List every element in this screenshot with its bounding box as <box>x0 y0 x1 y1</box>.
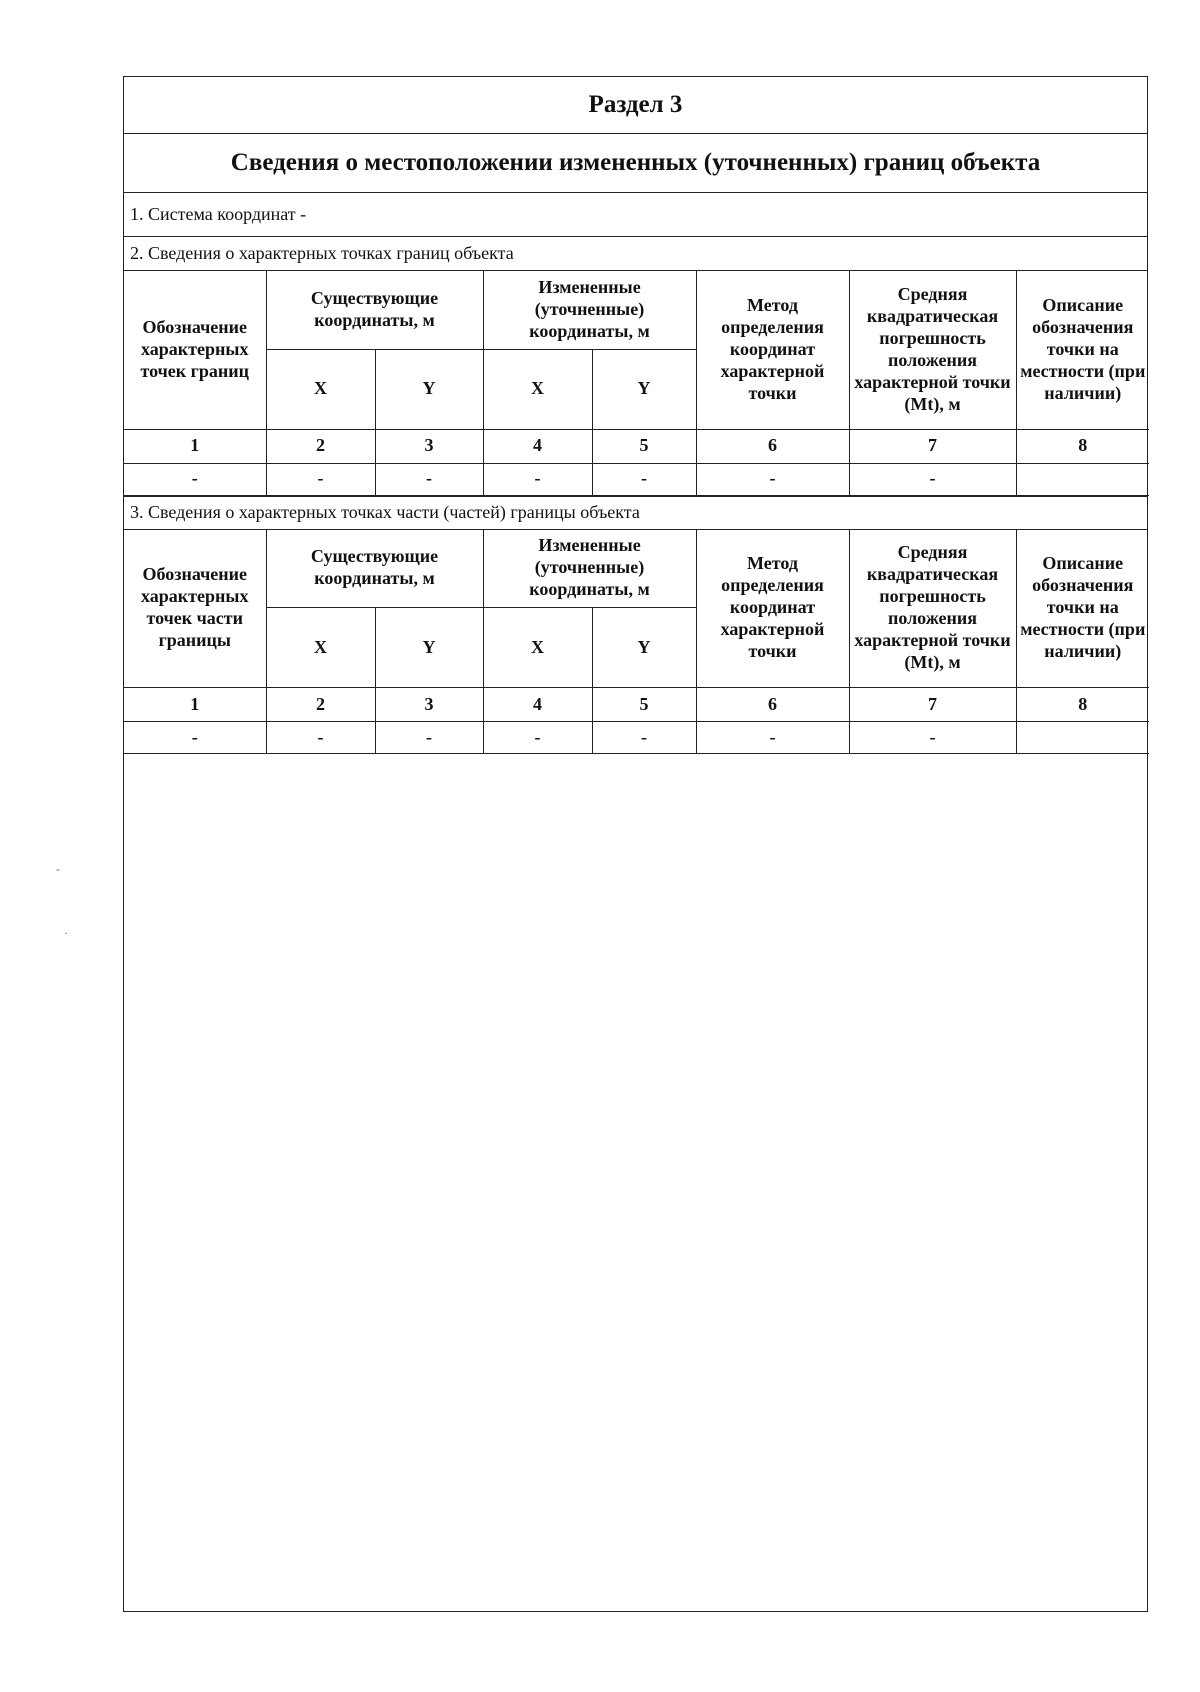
column-numbers-row <box>124 429 1149 463</box>
table-cell: - <box>124 463 266 495</box>
header-method: Метод определения координат характерной точки <box>696 530 849 688</box>
header-existing-coords: Существующие координаты, м <box>266 530 483 608</box>
column-number: 3 <box>375 688 483 722</box>
table-cell: - <box>696 722 849 754</box>
table2-heading: 3. Сведения о характерных точках части (частей) границы объекта <box>124 496 1147 530</box>
header-x: X <box>266 349 375 429</box>
section-title: Раздел 3 <box>124 77 1147 134</box>
table-cell: - <box>124 722 266 754</box>
column-number: 8 <box>1016 429 1149 463</box>
column-number: 2 <box>266 688 375 722</box>
header-x: X <box>266 608 375 688</box>
header-error: Средняя квадратическая погрешность положения характерной точки (Mt), м <box>849 530 1016 688</box>
boundary-points-table <box>124 271 1149 496</box>
table-cell: - <box>375 722 483 754</box>
header-method: Метод определения координат характерной точки <box>696 271 849 429</box>
table-cell: - <box>266 722 375 754</box>
column-number: 6 <box>696 429 849 463</box>
table-cell <box>1016 463 1149 495</box>
column-number: 5 <box>592 429 696 463</box>
column-number: 4 <box>483 688 592 722</box>
section-subtitle: Сведения о местоположении измененных (уточненных) границ объекта <box>124 134 1147 193</box>
header-existing-coords: Существующие координаты, м <box>266 271 483 349</box>
table-cell: - <box>592 463 696 495</box>
column-number: 7 <box>849 688 1016 722</box>
table-cell <box>1016 722 1149 754</box>
column-number: 4 <box>483 429 592 463</box>
column-number: 7 <box>849 429 1016 463</box>
part-boundary-points-table <box>124 530 1149 755</box>
header-description: Описание обозначения точки на местности (при наличии) <box>1016 271 1149 429</box>
header-point-designation: Обозначение характерных точек части границы <box>124 530 266 688</box>
table-cell: - <box>483 463 592 495</box>
header-point-designation: Обозначение характерных точек границ <box>124 271 266 429</box>
margin-mark: · <box>64 926 68 940</box>
header-error: Средняя квадратическая погрешность положения характерной точки (Mt), м <box>849 271 1016 429</box>
table-cell: - <box>849 463 1016 495</box>
header-y: Y <box>375 349 483 429</box>
header-x: X <box>483 608 592 688</box>
column-number: 1 <box>124 429 266 463</box>
table-row <box>124 722 1149 754</box>
table-cell: - <box>483 722 592 754</box>
header-y: Y <box>592 608 696 688</box>
coordinate-system-line: 1. Система координат - <box>124 193 1147 237</box>
column-number: 5 <box>592 688 696 722</box>
table1-heading: 2. Сведения о характерных точках границ объекта <box>124 237 1147 271</box>
column-number: 3 <box>375 429 483 463</box>
header-changed-coords: Измененные (уточненные) координаты, м <box>483 271 696 349</box>
document-frame <box>123 76 1148 1612</box>
margin-mark: - <box>56 862 60 876</box>
column-number: 8 <box>1016 688 1149 722</box>
header-y: Y <box>375 608 483 688</box>
header-changed-coords: Измененные (уточненные) координаты, м <box>483 530 696 608</box>
header-x: X <box>483 349 592 429</box>
table-cell: - <box>592 722 696 754</box>
table-cell: - <box>849 722 1016 754</box>
table-cell: - <box>375 463 483 495</box>
header-description: Описание обозначения точки на местности (при наличии) <box>1016 530 1149 688</box>
header-y: Y <box>592 349 696 429</box>
column-number: 1 <box>124 688 266 722</box>
table-cell: - <box>266 463 375 495</box>
column-number: 6 <box>696 688 849 722</box>
column-numbers-row <box>124 688 1149 722</box>
table-cell: - <box>696 463 849 495</box>
column-number: 2 <box>266 429 375 463</box>
table-row <box>124 463 1149 495</box>
